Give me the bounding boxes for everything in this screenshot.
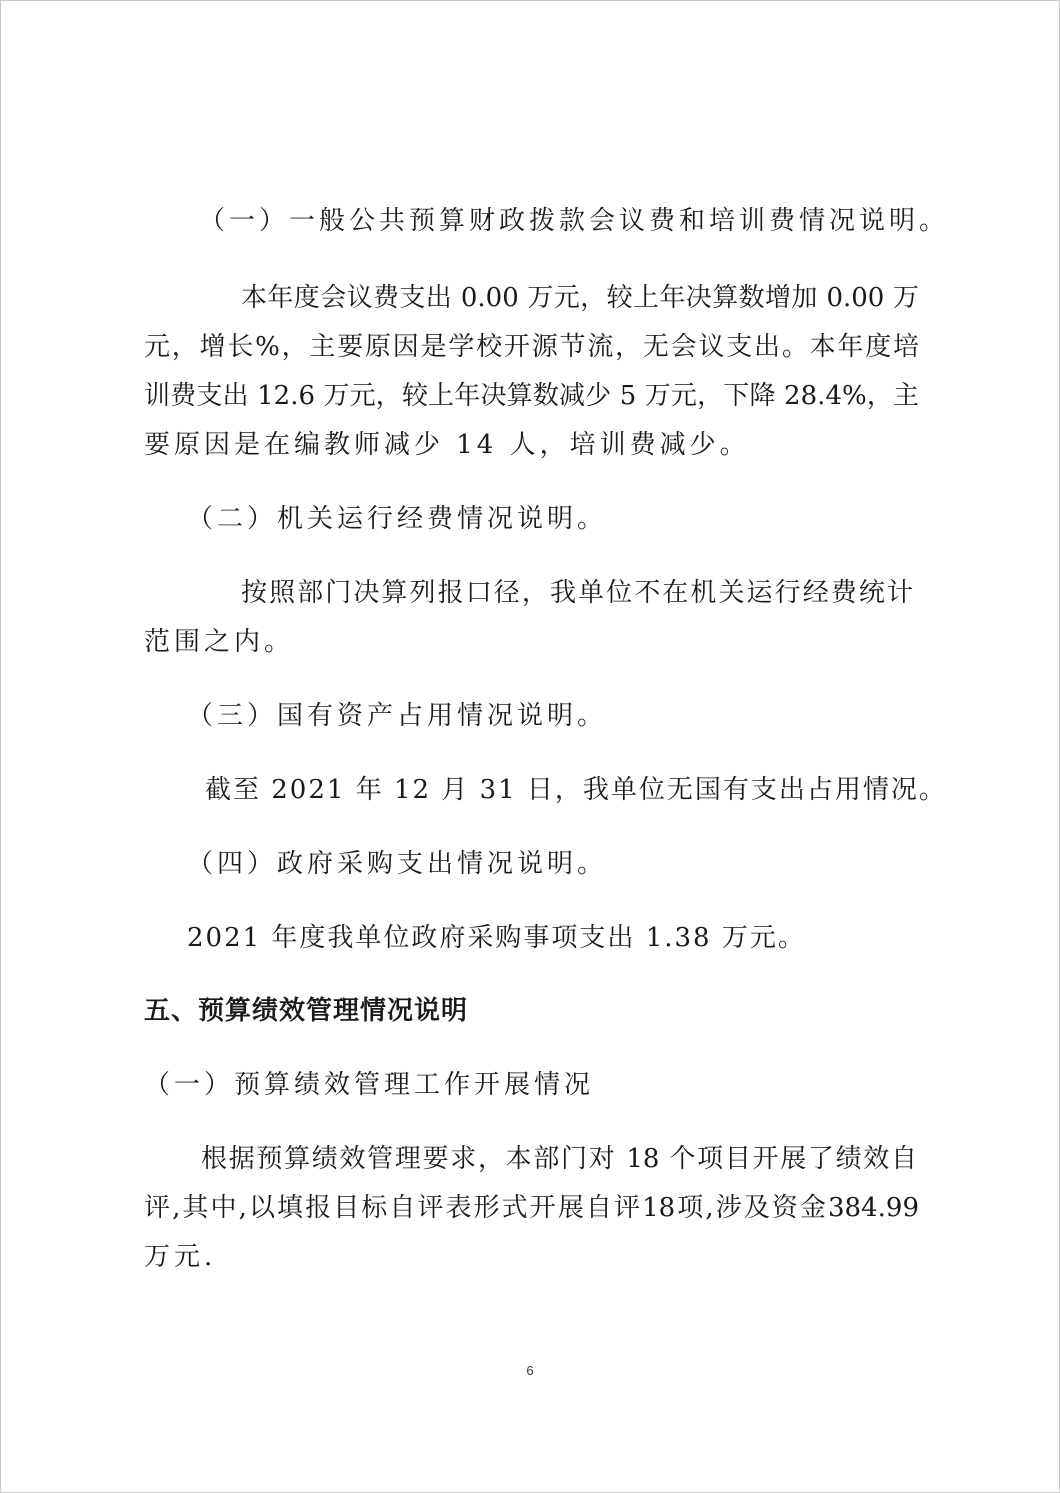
paragraph-line: 元，增长%，主要原因是学校开源节流，无会议支出。本年度培 bbox=[144, 332, 919, 362]
paragraph-line: 截至 2021 年 12 月 31 日，我单位无国有支出占用情况。 bbox=[205, 775, 947, 805]
paragraph-line: 评,其中,以填报目标自评表形式开展自评18项,涉及资金384.99 bbox=[144, 1193, 919, 1223]
paragraph-line: 要原因是在编教师减少 14 人，培训费减少。 bbox=[144, 430, 750, 460]
paragraph-line: 2021 年度我单位政府采购事项支出 1.38 万元。 bbox=[187, 923, 806, 953]
section-title-procurement: （四）政府采购支出情况说明。 bbox=[187, 849, 608, 879]
section-title-operating-funds: （二）机关运行经费情况说明。 bbox=[187, 504, 608, 534]
paragraph-line: 根据预算绩效管理要求，本部门对 18 个项目开展了绩效自 bbox=[201, 1144, 917, 1174]
paragraph-line: 本年度会议费支出 0.00 万元，较上年决算数增加 0.00 万 bbox=[241, 283, 919, 313]
section-heading-performance: 五、预算绩效管理情况说明 bbox=[144, 996, 469, 1026]
page-number: 6 bbox=[526, 1363, 534, 1378]
section-title-meeting-training: （一）一般公共预算财政拨款会议费和培训费情况说明。 bbox=[199, 206, 950, 236]
section-subtitle-performance: （一）预算绩效管理工作开展情况 bbox=[144, 1070, 595, 1100]
paragraph-line: 按照部门决算列报口径，我单位不在机关运行经费统计 bbox=[241, 578, 913, 608]
paragraph-line: 训费支出 12.6 万元，较上年决算数减少 5 万元，下降 28.4%，主 bbox=[144, 381, 919, 411]
paragraph-line: 范围之内。 bbox=[144, 627, 295, 657]
section-title-state-assets: （三）国有资产占用情况说明。 bbox=[187, 701, 608, 731]
paragraph-line: 万元. bbox=[144, 1242, 217, 1272]
